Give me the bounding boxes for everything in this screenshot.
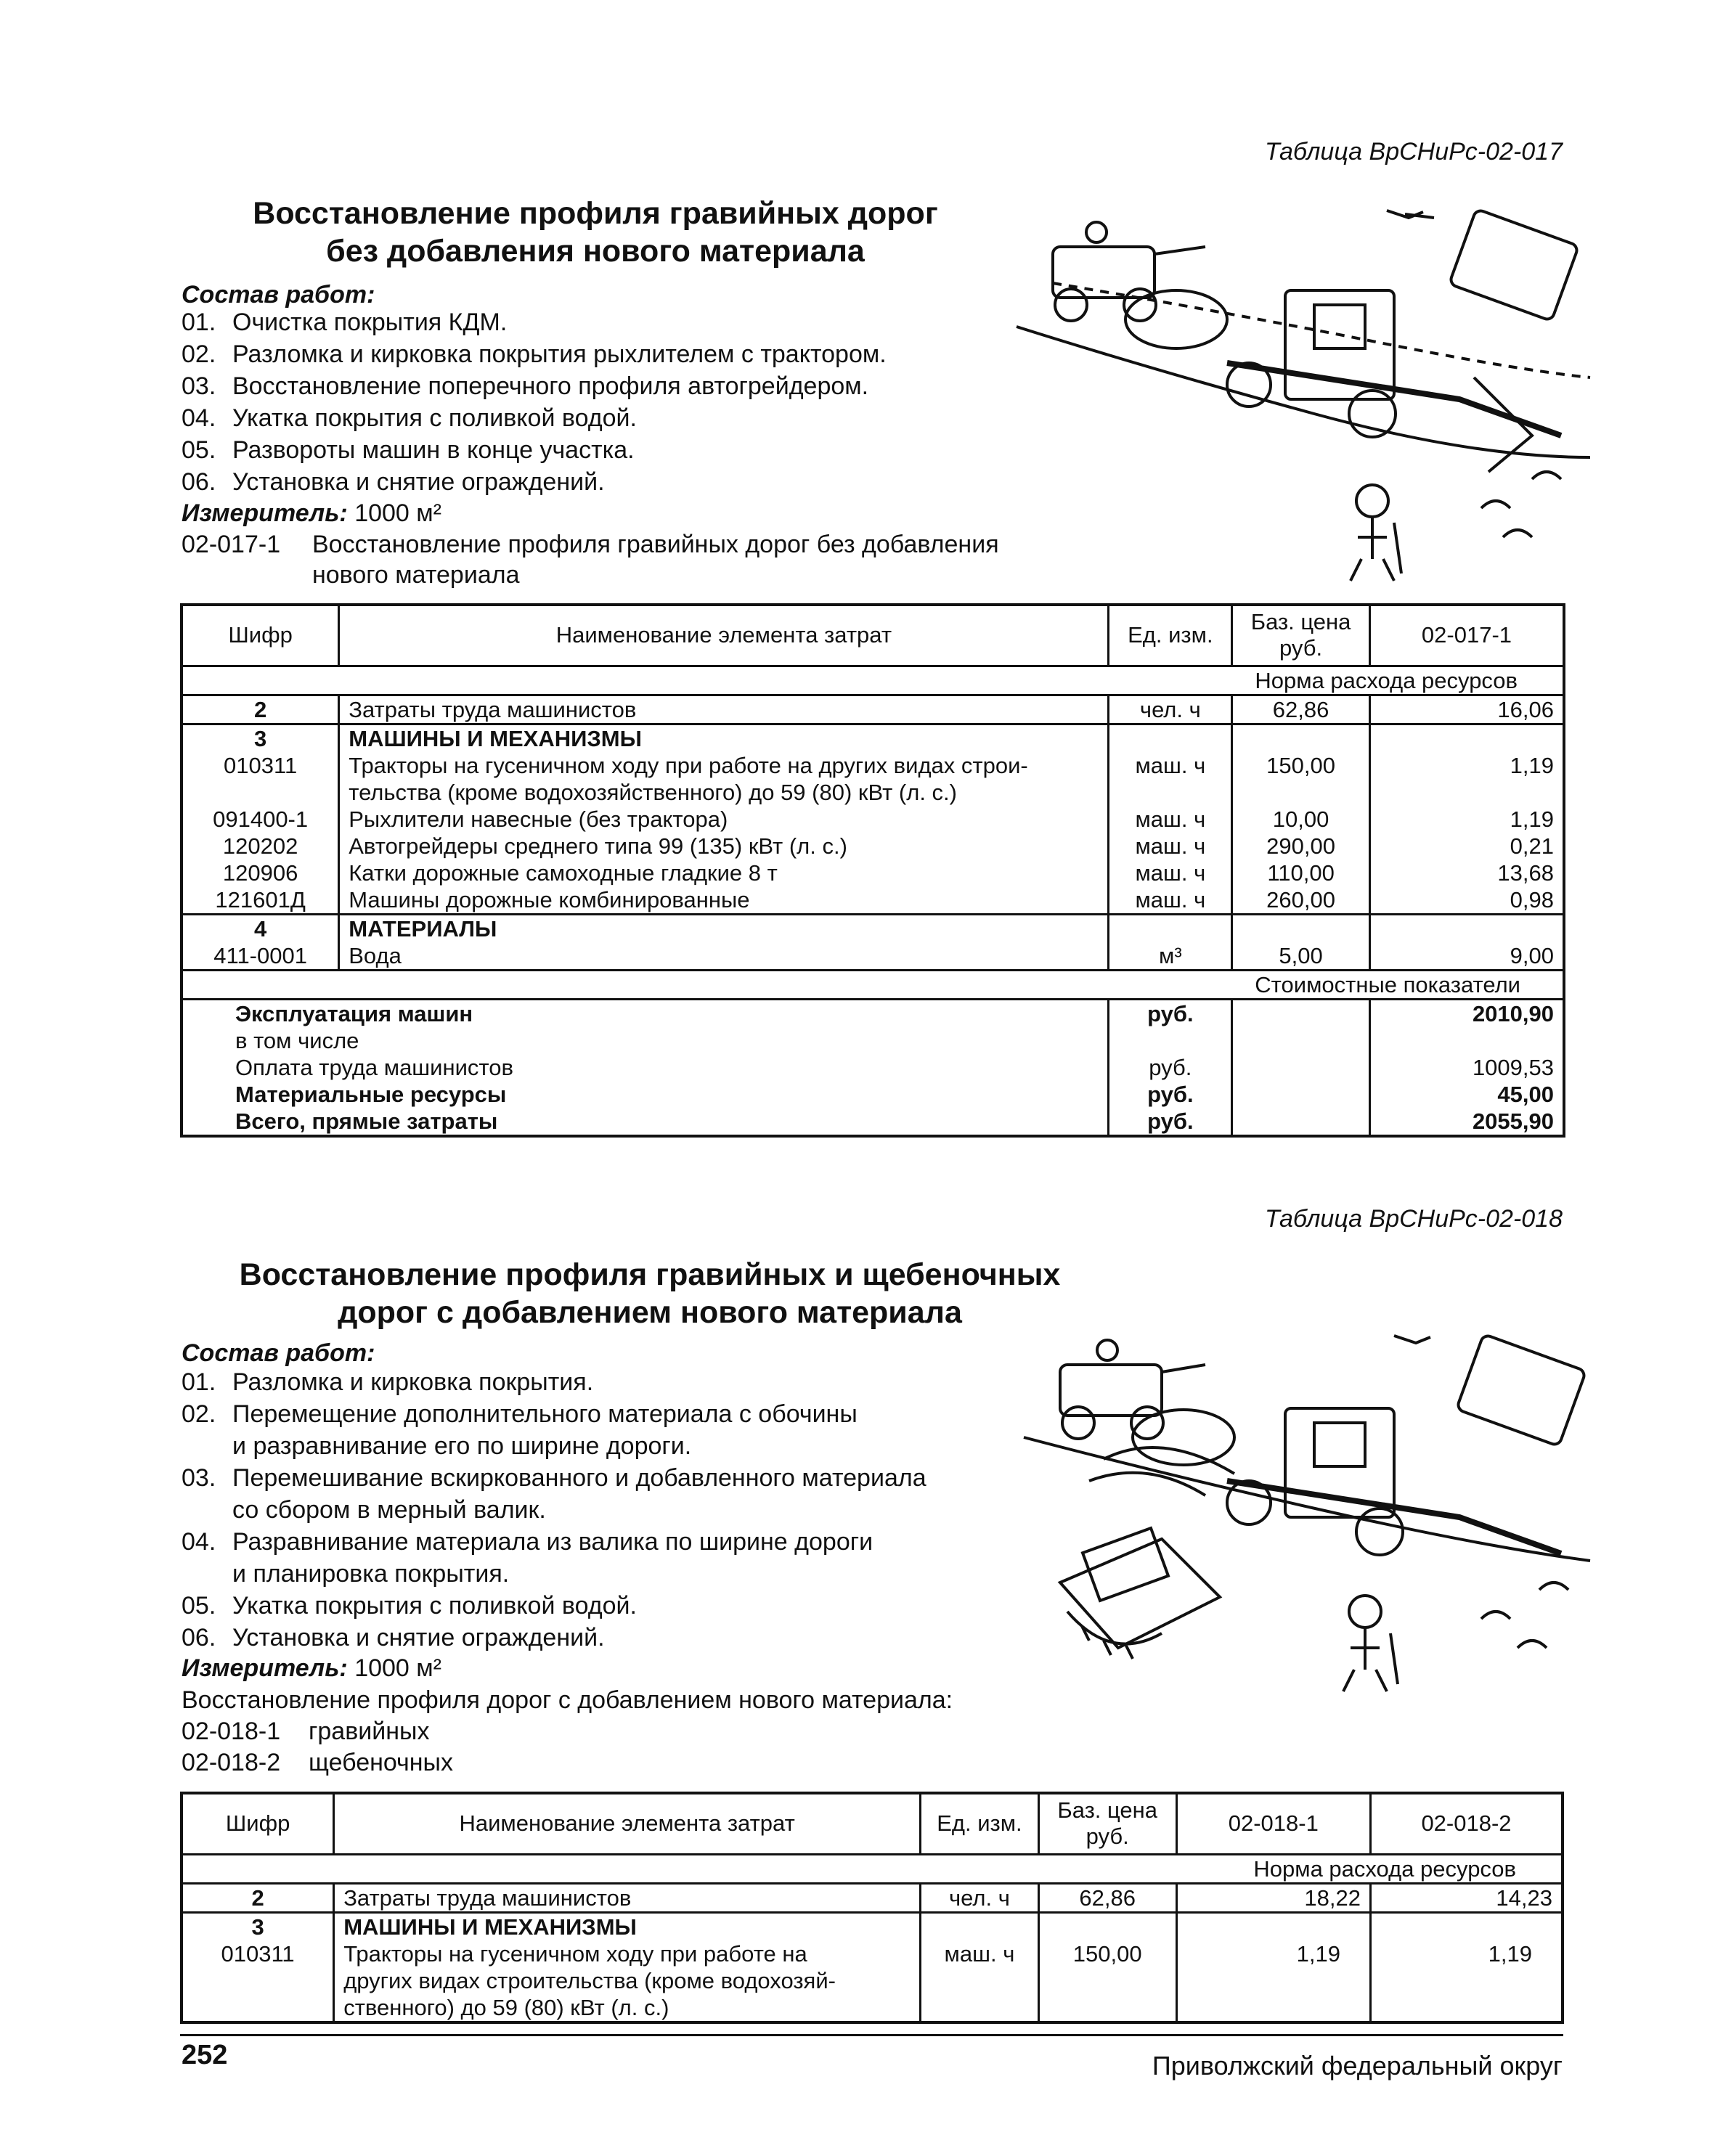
header-unit: Ед. изм. <box>1109 605 1232 666</box>
road-construction-illustration <box>1017 1321 1597 1699</box>
page-number: 252 <box>182 2040 228 2070</box>
title-line: Восстановление профиля гравийных и щебеночных <box>239 1257 1061 1292</box>
table-row: 010311 Тракторы на гусеничном ходу при работе на других видах строи- тельства (кроме водохозяйственного) до 59 (80) кВт (л. с.) маш. ч 150,00 1,19 <box>182 752 1564 806</box>
works-heading: Состав работ: <box>182 281 375 309</box>
work-item: и планировка покрытия. <box>232 1560 510 1588</box>
work-item: со сбором в мерный валик. <box>232 1496 546 1524</box>
work-item: 06. Установка и снятие ограждений. <box>182 468 605 496</box>
works-list <box>182 1366 926 1654</box>
road-machinery-illustration <box>1009 196 1597 588</box>
work-item: 05. Развороты машин в конце участка. <box>182 436 635 464</box>
work-item: 04. Разравнивание материала из валика по ширине дороги <box>182 1528 873 1556</box>
footer-rule <box>180 2034 1563 2036</box>
intro-text: Восстановление профиля дорог с добавлением нового материала: <box>182 1686 953 1714</box>
code-desc-cont: нового материала <box>312 561 520 589</box>
table-row: 121601Д Машины дорожные комбинированные маш. ч 260,00 0,98 <box>182 886 1564 915</box>
header-price: Баз. цена руб. <box>1038 1793 1176 1854</box>
cost-line: Материальные ресурсы руб. 45,00 <box>182 1081 1564 1108</box>
table-header <box>182 1793 1563 1854</box>
work-item: 02. Разломка и кирковка покрытия рыхлителем с трактором. <box>182 340 887 368</box>
work-item: 06. Установка и снятие ограждений. <box>182 1624 605 1651</box>
header-price: Баз. цена руб. <box>1232 605 1370 666</box>
title-line: Восстановление профиля гравийных дорог <box>253 196 938 231</box>
work-item: и разравнивание его по ширине дороги. <box>232 1432 692 1460</box>
norm-row: Норма расхода ресурсов <box>182 1854 1563 1883</box>
title-line: без добавления нового материала <box>326 234 865 269</box>
cost-row: Стоимостные показатели <box>182 970 1564 999</box>
section-title <box>182 195 1009 270</box>
meter: Измеритель: 1000 м² <box>182 1654 441 1682</box>
table-row: 2 Затраты труда машинистов чел. ч 62,86 18,22 14,23 <box>182 1883 1563 1912</box>
work-item: 01. Разломка и кирковка покрытия. <box>182 1368 594 1396</box>
table-row: 120906 Катки дорожные самоходные гладкие 8 т маш. ч 110,00 13,68 <box>182 859 1564 886</box>
header-col-2: 02-018-2 <box>1370 1793 1563 1854</box>
header-col-1: 02-018-1 <box>1176 1793 1370 1854</box>
table-ref: Таблица ВрСНиРс-02-018 <box>1264 1205 1563 1233</box>
header-name: Наименование элемента затрат <box>339 605 1109 666</box>
header-cipher: Шифр <box>182 605 339 666</box>
table-header <box>182 605 1564 666</box>
works-list <box>182 306 887 498</box>
work-item: 04. Укатка покрытия с поливкой водой. <box>182 404 637 432</box>
header-cipher: Шифр <box>182 1793 334 1854</box>
norm-row: Норма расхода ресурсов <box>182 666 1564 695</box>
table-row: 2 Затраты труда машинистов чел. ч 62,86 16,06 <box>182 695 1564 724</box>
work-item: 01. Очистка покрытия КДМ. <box>182 309 508 336</box>
work-item: 05. Укатка покрытия с поливкой водой. <box>182 1592 637 1620</box>
table-row: 3 МАШИНЫ И МЕХАНИЗМЫ <box>182 724 1564 752</box>
region-name: Приволжский федеральный округ <box>1152 2051 1563 2081</box>
table-row: 120202 Автогрейдеры среднего типа 99 (135) кВт (л. с.) маш. ч 290,00 0,21 <box>182 833 1564 859</box>
header-col-1: 02-017-1 <box>1369 605 1564 666</box>
work-item: 02. Перемещение дополнительного материала с обочины <box>182 1400 858 1428</box>
cost-table-2 <box>180 1792 1564 2024</box>
cost-table-1 <box>180 603 1565 1138</box>
work-item: 03. Восстановление поперечного профиля автогрейдером. <box>182 372 869 400</box>
header-name: Наименование элемента затрат <box>334 1793 921 1854</box>
section-title <box>182 1256 1118 1331</box>
meter: Измеритель: 1000 м² <box>182 499 441 527</box>
table-row: 4 МАТЕРИАЛЫ <box>182 914 1564 942</box>
table-row: 411-0001 Вода м³ 5,00 9,00 <box>182 942 1564 971</box>
cost-line: Всего, прямые затраты руб. 2055,90 <box>182 1108 1564 1136</box>
table-row: 3 МАШИНЫ И МЕХАНИЗМЫ <box>182 1912 1563 1940</box>
variant-line: 02-018-2 щебеночных <box>182 1749 453 1776</box>
table-row: 091400-1 Рыхлители навесные (без трактора) маш. ч 10,00 1,19 <box>182 806 1564 833</box>
table-row: 010311 Тракторы на гусеничном ходу при работе на других видах строительства (кроме водохозяй- ственного) до 59 (80) кВт (л. с.) маш. ч 150,00 1,19 1,19 <box>182 1940 1563 2022</box>
header-unit: Ед. изм. <box>921 1793 1039 1854</box>
cost-line: Оплата труда машинистов руб. 1009,53 <box>182 1054 1564 1081</box>
cost-line: в том числе <box>182 1027 1564 1054</box>
title-line: дорог с добавлением нового материала <box>338 1295 962 1330</box>
table-ref: Таблица ВрСНиРс-02-017 <box>1264 138 1563 166</box>
cost-line: Эксплуатация машин руб. 2010,90 <box>182 999 1564 1027</box>
code-desc: 02-017-1 Восстановление профиля гравийных дорог без добавления <box>182 531 999 558</box>
variant-line: 02-018-1 гравийных <box>182 1718 430 1745</box>
work-item: 03. Перемешивание вскиркованного и добавленного материала <box>182 1464 926 1492</box>
works-heading: Состав работ: <box>182 1339 375 1367</box>
